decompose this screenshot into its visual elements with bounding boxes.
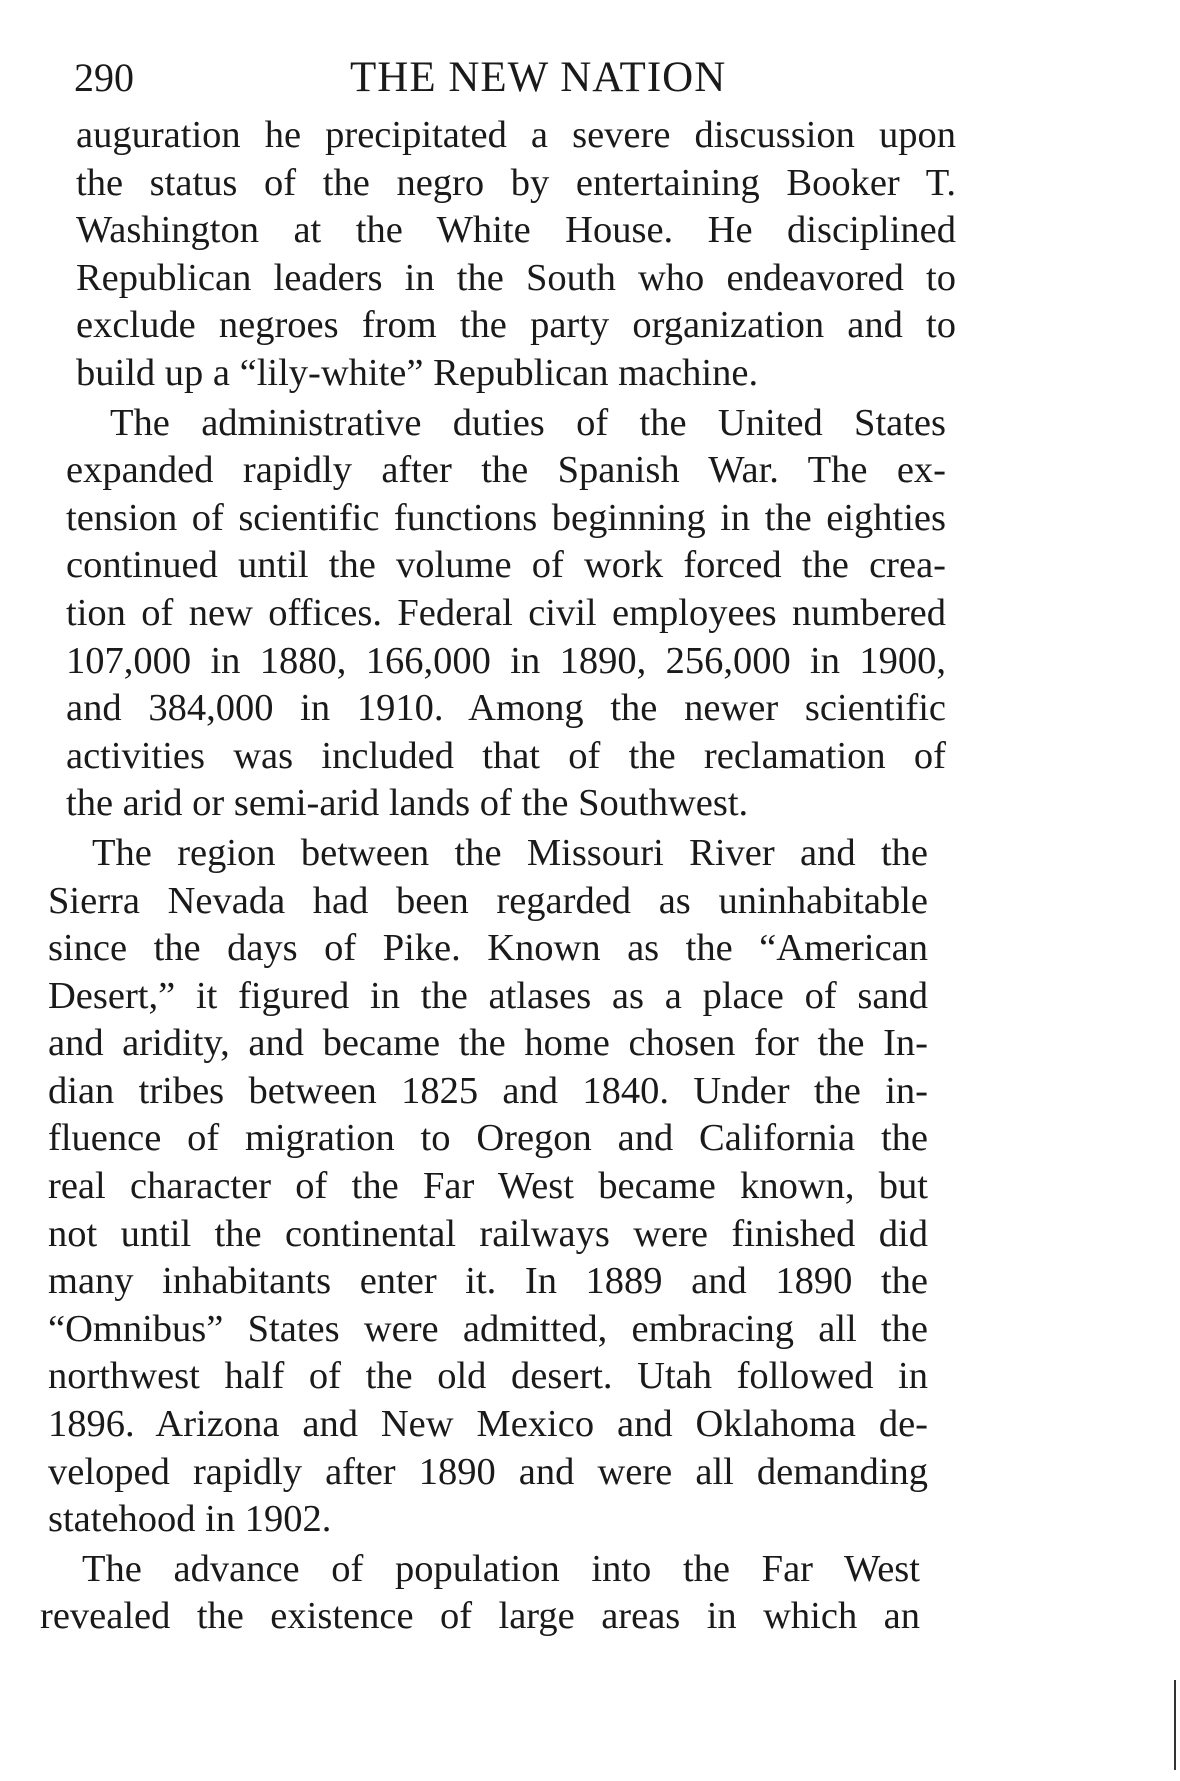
paragraph (40, 400, 946, 828)
text-line: 107,000 in 1880, 166,000 in 1890, 256,000 in 1900, (66, 639, 946, 682)
text-line: fluence of migration to Oregon and California the (48, 1117, 928, 1160)
text-line: veloped rapidly after 1890 and were all demanding (48, 1450, 928, 1493)
text-line: dian tribes between 1825 and 1840. Under the in- (48, 1069, 928, 1112)
text-line: since the days of Pike. Known as the “American (48, 927, 928, 970)
text-line: the arid or semi-arid lands of the Southwest. (66, 782, 749, 825)
text-line: Sierra Nevada had been regarded as uninhabitable (48, 879, 928, 922)
text-line: continued until the volume of work forced the crea- (66, 544, 946, 587)
text-line: real character of the Far West became known, but (48, 1165, 928, 1208)
text-line: northwest half of the old desert. Utah followed in (48, 1355, 928, 1398)
text-line: The region between the Missouri River and the (92, 831, 928, 874)
text-line: The advance of population into the Far West (82, 1547, 920, 1590)
text-line: expanded rapidly after the Spanish War. The ex- (66, 449, 946, 492)
text-line: Washington at the White House. He disciplined (76, 209, 956, 252)
text-line: build up a “lily-white” Republican machine. (76, 351, 759, 394)
text-line: auguration he precipitated a severe discussion upon (76, 114, 956, 156)
text-line: Desert,” it figured in the atlases as a place of sand (48, 974, 928, 1017)
text-line: activities was included that of the reclamation of (66, 734, 946, 777)
paragraph (40, 112, 956, 398)
text-line: and 384,000 in 1910. Among the newer scientific (66, 687, 946, 730)
text-line: tion of new offices. Federal civil employees numbered (66, 591, 946, 634)
page-number: 290 (74, 55, 134, 100)
running-head: THE NEW NATION (350, 54, 727, 101)
text-line: many inhabitants enter it. In 1889 and 1890 the (48, 1260, 928, 1303)
text-line: tension of scientific functions beginning in the eighties (66, 496, 946, 539)
body-text (40, 112, 1040, 1641)
text-line: The administrative duties of the United States (110, 401, 946, 444)
paragraph (40, 830, 928, 1544)
text-line: Republican leaders in the South who endeavored to (76, 256, 956, 299)
text-line: the status of the negro by entertaining Booker T. (76, 161, 956, 204)
text-line: revealed the existence of large areas in which an (40, 1595, 920, 1638)
paragraph (40, 1546, 920, 1641)
scan-edge-mark (1174, 1680, 1176, 1770)
text-line: 1896. Arizona and New Mexico and Oklahoma de- (48, 1403, 928, 1446)
text-line: exclude negroes from the party organization and to (76, 304, 956, 347)
text-line: statehood in 1902. (48, 1498, 332, 1541)
page-header (74, 48, 794, 108)
text-line: “Omnibus” States were admitted, embracing all the (48, 1307, 928, 1350)
text-line: not until the continental railways were finished did (48, 1212, 928, 1255)
text-line: and aridity, and became the home chosen for the In- (48, 1022, 928, 1065)
